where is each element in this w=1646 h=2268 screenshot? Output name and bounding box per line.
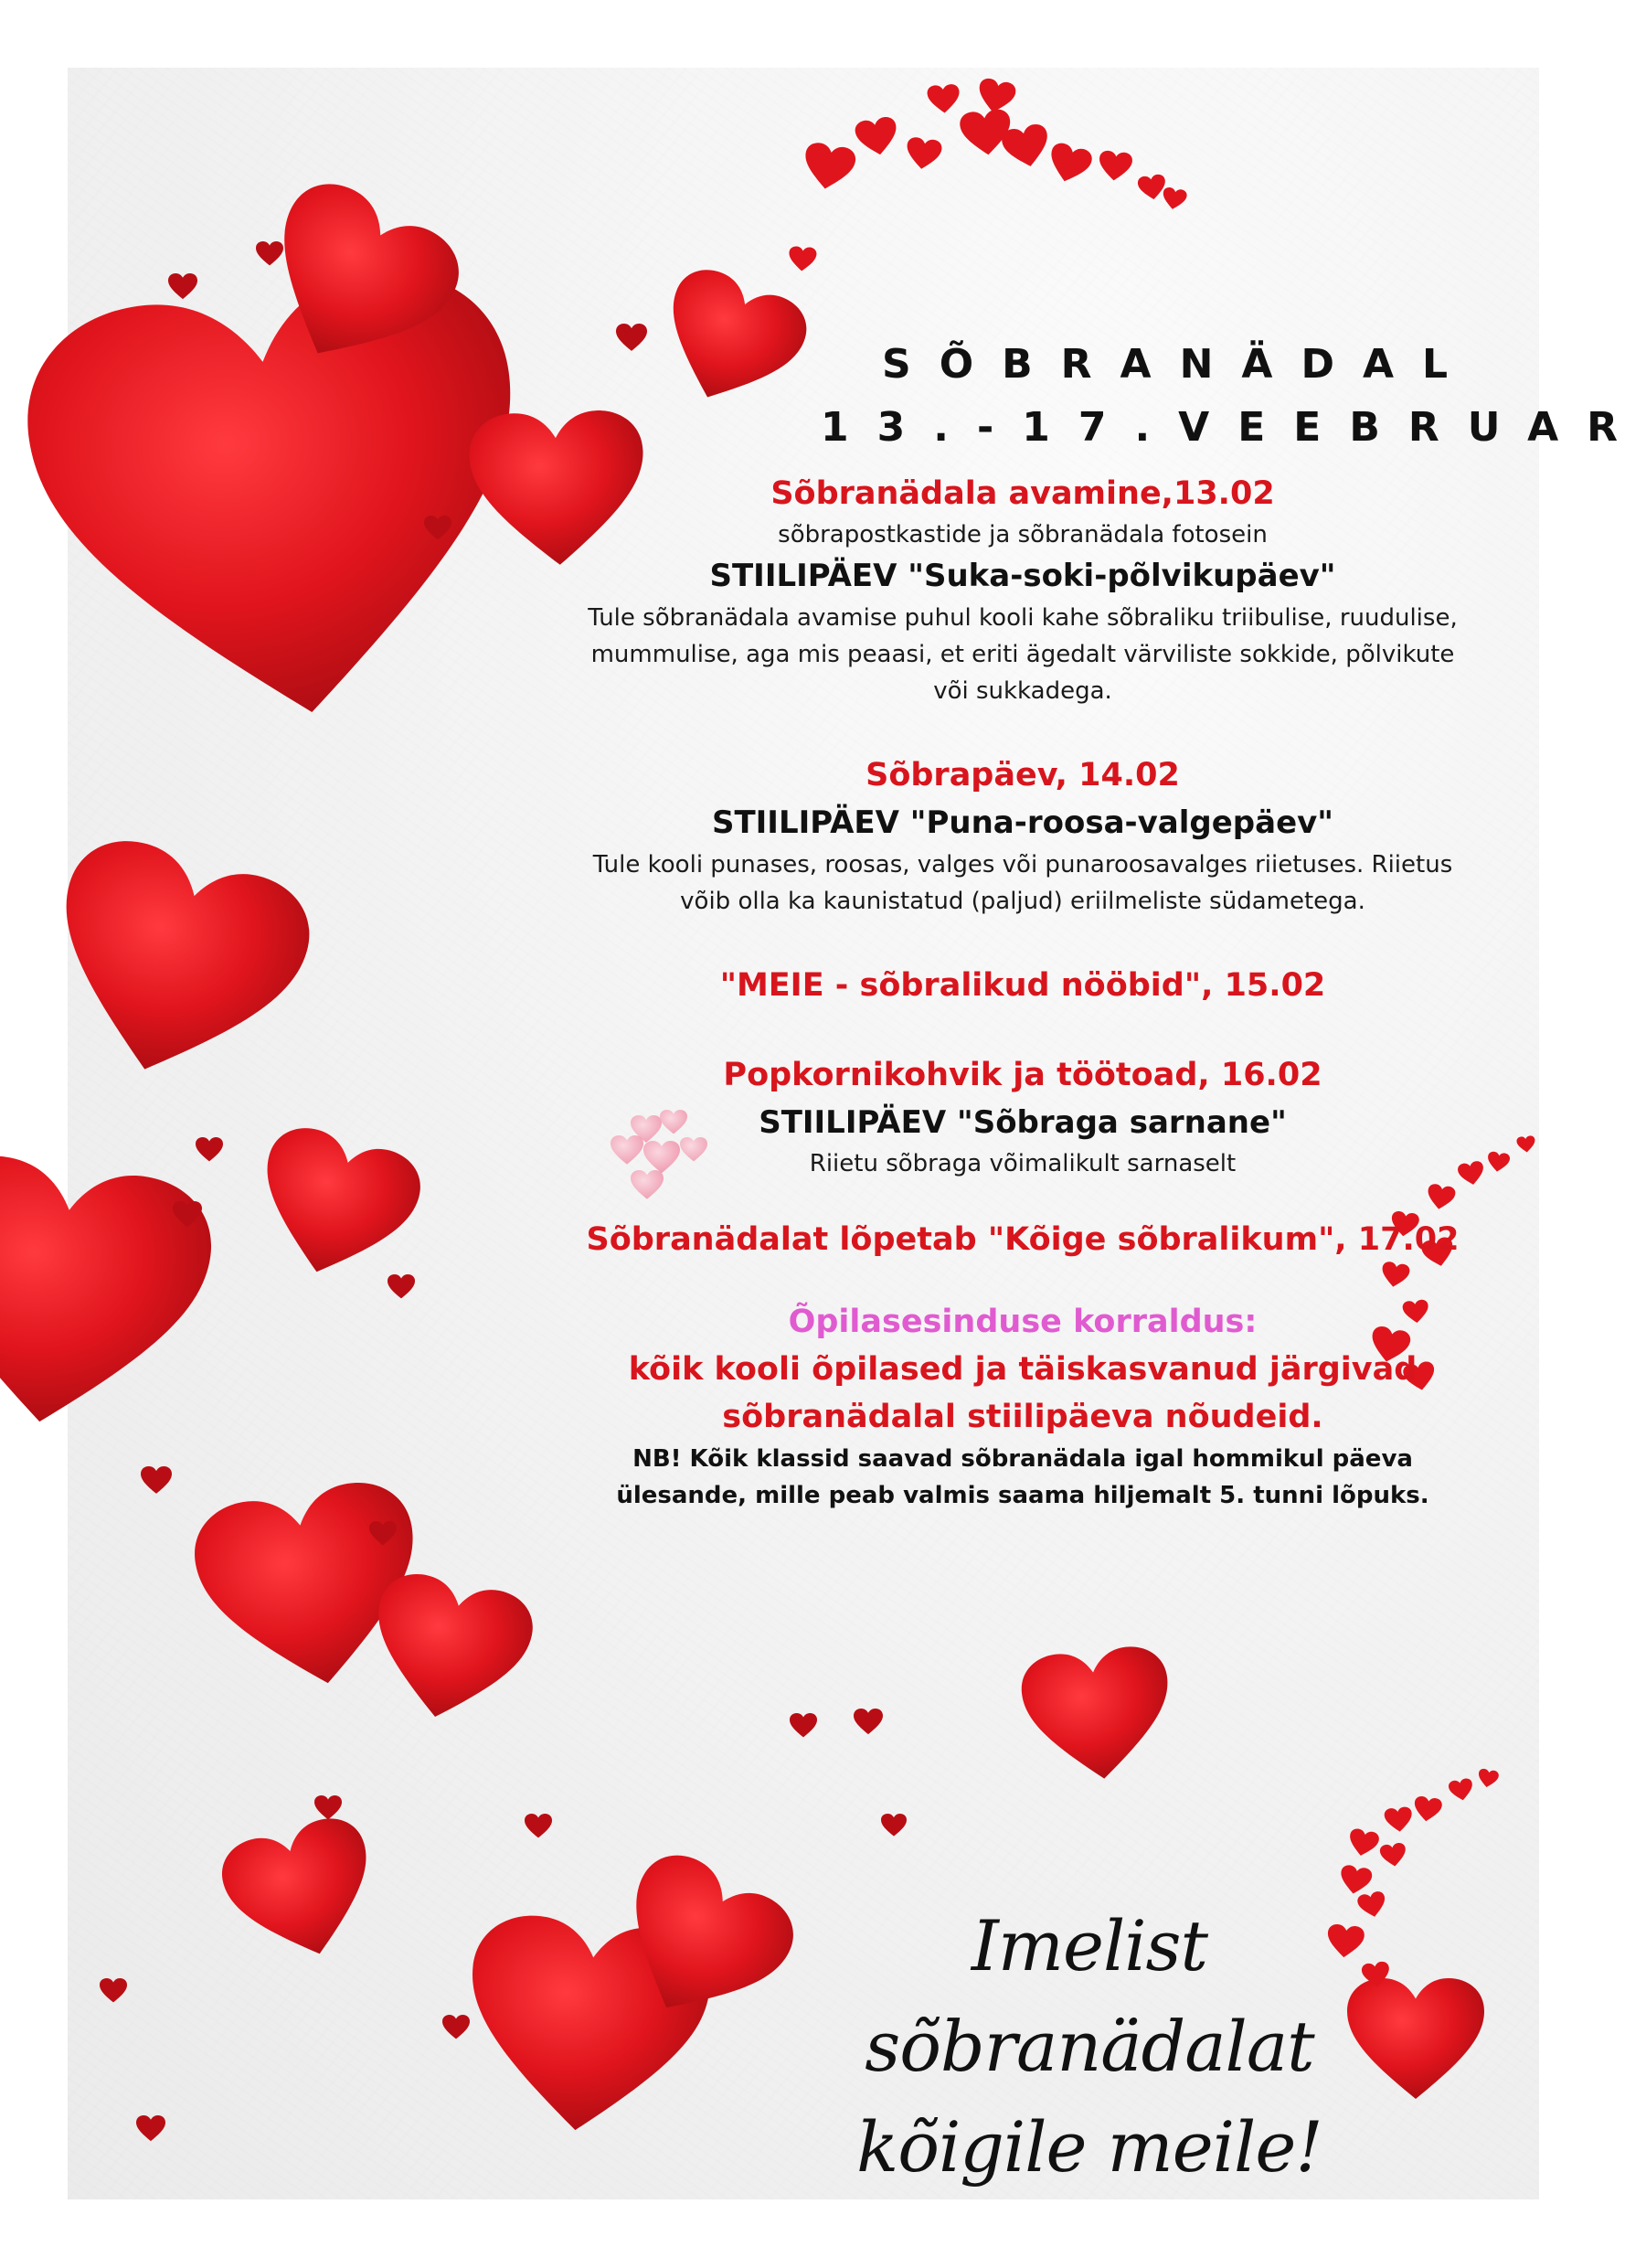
day1-description — [561, 600, 1484, 709]
heart-icon — [242, 1119, 430, 1294]
description-line: Tule kooli punases, roosas, valges või punaroosavalges riietuses. Riietus — [592, 851, 1453, 878]
heart-icon — [359, 1567, 539, 1733]
heart-icon — [644, 260, 817, 423]
rules-heading: Õpilasesinduse korraldus: — [788, 1304, 1258, 1340]
day3-heading: "MEIE - sõbralikud nööbid", 15.02 — [719, 967, 1326, 1004]
day2-style-title: STIILIPÄEV "Puna-roosa-valgepäev" — [711, 804, 1334, 841]
title-line-2: 13.-17.VEEBRUAR — [821, 404, 1646, 451]
nb-note — [561, 1441, 1484, 1514]
poster — [68, 68, 1646, 2199]
heart-icon — [214, 1810, 390, 1974]
description-line: mummulise, aga mis peaasi, et eriti ägedalt värviliste sokkide, põlvikute — [590, 641, 1455, 668]
day1-heading: Sõbranädala avamine,13.02 — [770, 475, 1275, 512]
description-line: Tule sõbranädala avamise puhul kooli kahe sõbraliku triibulise, ruudulise, — [588, 604, 1458, 632]
closing-line-1: Imelist sõbranädalat — [865, 1905, 1314, 2087]
description-line: võib olla ka kaunistatud (paljud) eriilmeliste südametega. — [680, 888, 1365, 915]
heart-icon — [1018, 1643, 1177, 1786]
day1-style-title: STIILIPÄEV "Suka-soki-põlvikupäev" — [709, 558, 1336, 594]
closing-greeting — [797, 1896, 1382, 2198]
rules-line: sõbranädalal stiilipäeva nõudeid. — [722, 1399, 1323, 1435]
heart-icon — [0, 1146, 220, 1442]
heart-icon — [27, 826, 324, 1103]
day4-heading: Popkornikohvik ja töötoad, 16.02 — [723, 1057, 1322, 1093]
nb-line: NB! Kõik klassid saavad sõbranädala igal hommikul päeva — [632, 1445, 1413, 1473]
day4-description: Riietu sõbraga võimalikult sarnaselt — [809, 1150, 1237, 1177]
rules-body — [561, 1346, 1484, 1441]
closing-line-2: kõigile meile! — [856, 2106, 1322, 2188]
title-line-1: SÕBRANÄDAL — [882, 341, 1477, 388]
day1-subtitle: sõbrapostkastide ja sõbranädala fotosein — [778, 521, 1268, 548]
poster-title — [821, 333, 1646, 459]
day5-heading: Sõbranädalat lõpetab "Kõige sõbralikum", 17.02 — [586, 1221, 1460, 1258]
day4-style-title: STIILIPÄEV "Sõbraga sarnane" — [759, 1104, 1287, 1141]
day2-heading: Sõbrapäev, 14.02 — [865, 757, 1180, 793]
description-line: või sukkadega. — [933, 677, 1112, 705]
heart-icon — [13, 256, 552, 746]
nb-line: ülesande, mille peab valmis saama hiljemalt 5. tunni lõpuks. — [616, 1482, 1429, 1509]
rules-line: kõik kooli õpilased ja täiskasvanud järgivad — [628, 1351, 1418, 1388]
schedule — [561, 470, 1484, 1514]
day2-description — [561, 847, 1484, 920]
